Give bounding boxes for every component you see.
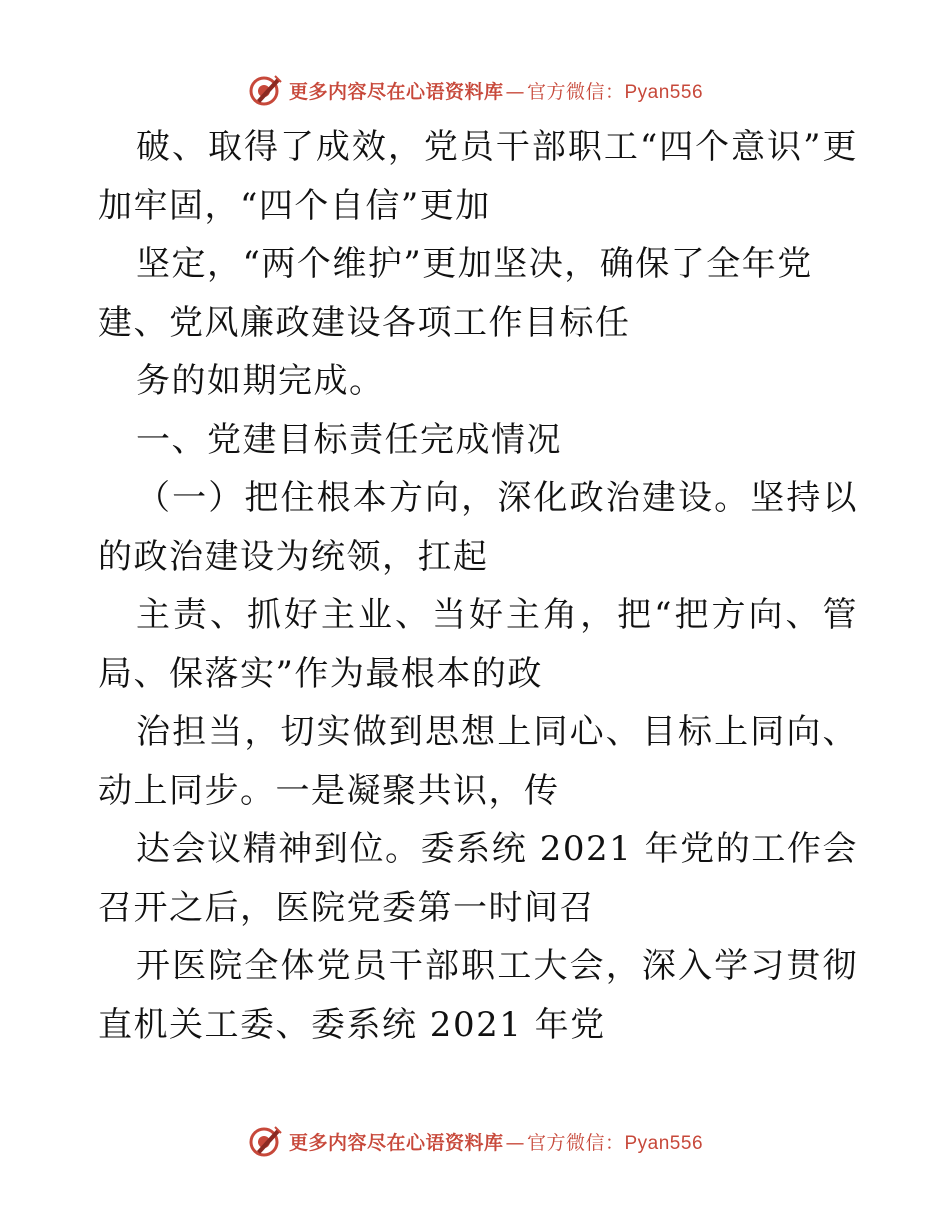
text-line: 破、取得了成效，党员干部职工“四个意识”更	[136, 127, 858, 167]
text-line: 治担当，切实做到思想上同心、目标上同向、	[136, 712, 858, 752]
text-line: 一、党建目标责任完成情况	[136, 419, 562, 460]
text-line: 动上同步。一是凝聚共识，传	[98, 770, 560, 811]
banner-title: 更多内容尽在心语资料库	[288, 80, 504, 103]
text-line: 加牢固，“四个自信”更加	[98, 185, 491, 226]
banner-title: 更多内容尽在心语资料库	[288, 1131, 504, 1154]
banner-wechat-label: 官方微信：	[526, 1131, 625, 1154]
text-line: 开医院全体党员干部职工大会，深入学习贯彻	[136, 946, 858, 986]
text-line: （一）把住根本方向，深化政治建设。坚持以	[136, 478, 858, 518]
banner-wechat-label: 官方微信：	[526, 80, 625, 103]
text-line: 主责、抓好主业、当好主角，把“把方向、管	[136, 595, 858, 635]
document-body	[98, 118, 858, 1054]
text-line: 直机关工委、委系统 2021 年党	[98, 1004, 606, 1045]
header-watermark	[0, 70, 950, 110]
pen-logo-icon	[247, 72, 283, 108]
pen-logo-icon	[247, 1123, 283, 1159]
text-line: 建、党风廉政建设各项工作目标任	[98, 302, 631, 343]
banner-dash: —	[505, 80, 525, 103]
footer-watermark	[0, 1121, 950, 1161]
banner-dash: —	[505, 1131, 525, 1154]
text-line: 局、保落实”作为最根本的政	[98, 653, 543, 694]
text-line: 坚定，“两个维护”更加坚决，确保了全年党	[136, 244, 813, 284]
text-line: 达会议精神到位。委系统 2021 年党的工作会	[136, 829, 858, 869]
banner-wechat-id: Pyan556	[624, 81, 704, 103]
text-line: 的政治建设为统领，扛起	[98, 536, 489, 577]
banner-wechat-id: Pyan556	[624, 1132, 704, 1154]
text-line: 务的如期完成。	[136, 361, 385, 401]
text-line: 召开之后，医院党委第一时间召	[98, 887, 595, 928]
